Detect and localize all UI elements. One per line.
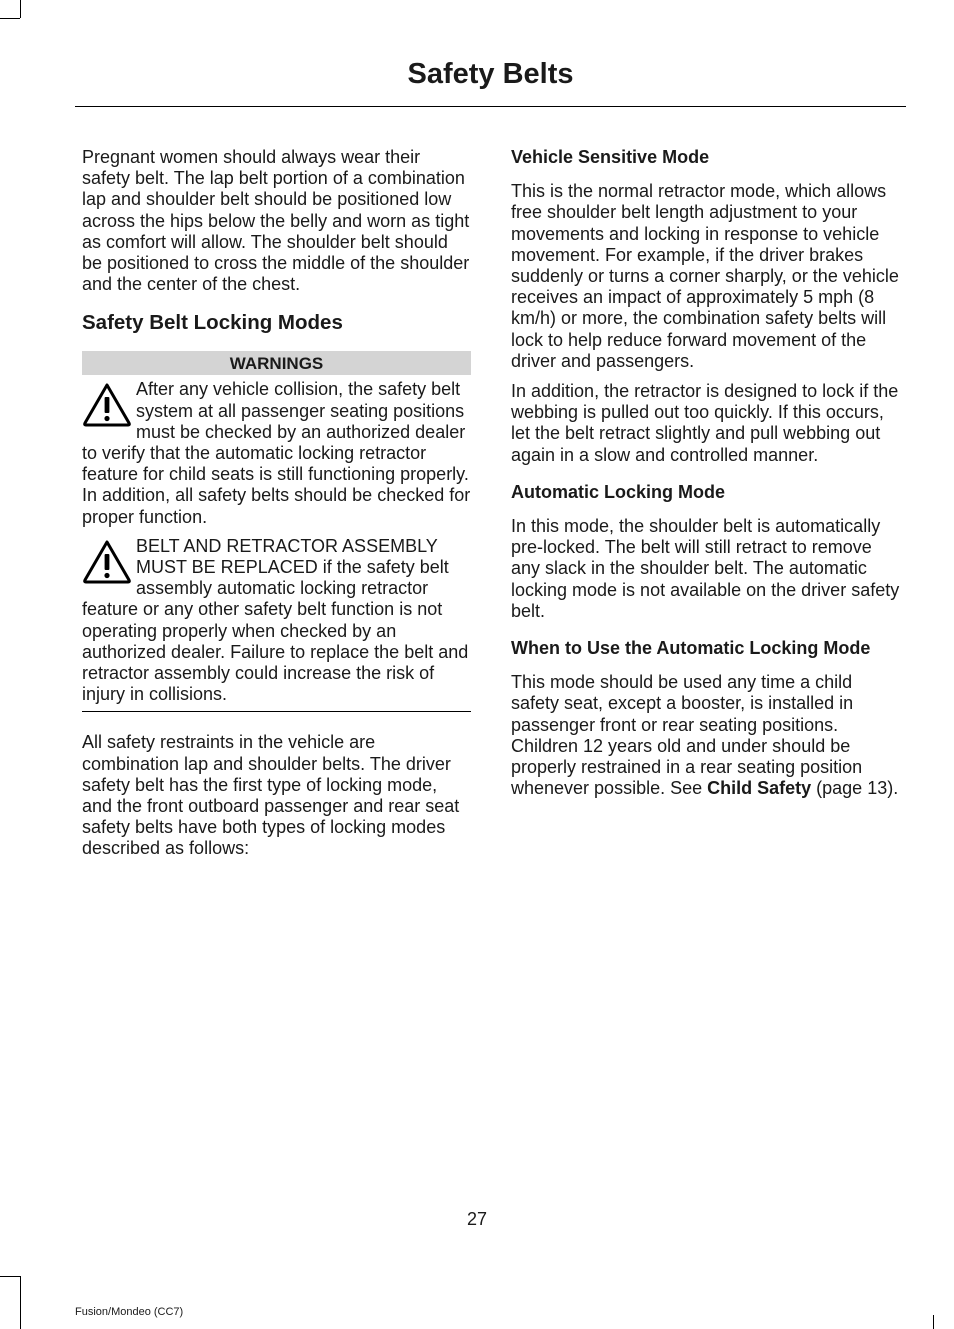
vehicle-sensitive-paragraph-2: In addition, the retractor is designed to lock if the webbing is pulled out too quickly. If this occurs, let the belt retract slightly and pull webbing out again in a slow and controlled manner. [511,381,899,465]
left-column [82,147,471,869]
crop-mark [933,1315,934,1329]
page-number: 27 [466,1209,488,1229]
warning-text: After any vehicle collision, the safety belt system at all passenger seating positions must be checked by an authorized dealer to verify that the automatic locking retractor feature for child seats is still functioning properly. In addition, all safety belts should be checked for proper function. [82,379,471,527]
warning-triangle-icon [82,539,132,585]
crop-mark [0,1276,20,1277]
when-to-use-text: This mode should be used any time a child safety seat, except a booster, is installed in passenger front or rear seating positions. Children 12 years old and under should be properly restrained in a rear seating position whenever possible. See [511,672,863,799]
page-title: Safety Belts [407,58,574,90]
when-to-use-paragraph [511,672,900,799]
warnings-label: WARNINGS [82,351,471,375]
automatic-locking-paragraph: In this mode, the shoulder belt is automatically pre-locked. The belt will still retract to remove any slack in the shoulder belt. The automatic locking mode is not available on the driver safety belt. [511,516,900,621]
warnings-end-divider [82,711,471,712]
section-heading: Safety Belt Locking Modes [82,311,343,335]
warning-item [82,536,471,706]
footer-model-label: Fusion/Mondeo (CC7) [75,1306,184,1318]
closing-paragraph: All safety restraints in the vehicle are combination lap and shoulder belts. The driver safety belt has the first type of locking mode, and the front outboard passenger and rear seat safety belts have both types of locking modes described as follows: [82,732,460,859]
vehicle-sensitive-heading: Vehicle Sensitive Mode [511,147,710,167]
crop-mark [0,18,20,19]
warning-item [82,379,471,527]
title-divider [75,106,906,107]
right-column [511,147,900,808]
warning-text: BELT AND RETRACTOR ASSEMBLY MUST BE REPLACED if the safety belt assembly automatic locking retractor feature or any other safety belt function is not operating properly when checked by an authorized dealer. Failure to replace the belt and retractor assembly could increase the risk of injury in collisions. [82,535,469,705]
crop-mark [20,0,21,18]
when-to-use-heading: When to Use the Automatic Locking Mode [511,638,871,659]
warning-triangle-icon [82,382,132,428]
child-safety-link[interactable]: Child Safety [707,778,812,799]
page-reference: (page 13). [811,778,899,799]
vehicle-sensitive-paragraph: This is the normal retractor mode, which allows free shoulder belt length adjustment to your movements and locking in response to vehicle movement. For example, if the driver brakes suddenly or turns a corner sharply, or the vehicle receives an impact of approximately 5 mph (8 km/h) or more, the combination safety belts will lock to help reduce forward movement of the driver and passengers. [511,181,899,371]
crop-mark [20,1276,21,1329]
intro-paragraph: Pregnant women should always wear their safety belt. The lap belt portion of a combination lap and shoulder belt should be positioned low across the hips below the belly and worn as tight as comfort will allow. The shoulder belt should be positioned to cross the middle of the shoulder and the center of the chest. [82,147,470,295]
automatic-locking-heading: Automatic Locking Mode [511,481,726,502]
